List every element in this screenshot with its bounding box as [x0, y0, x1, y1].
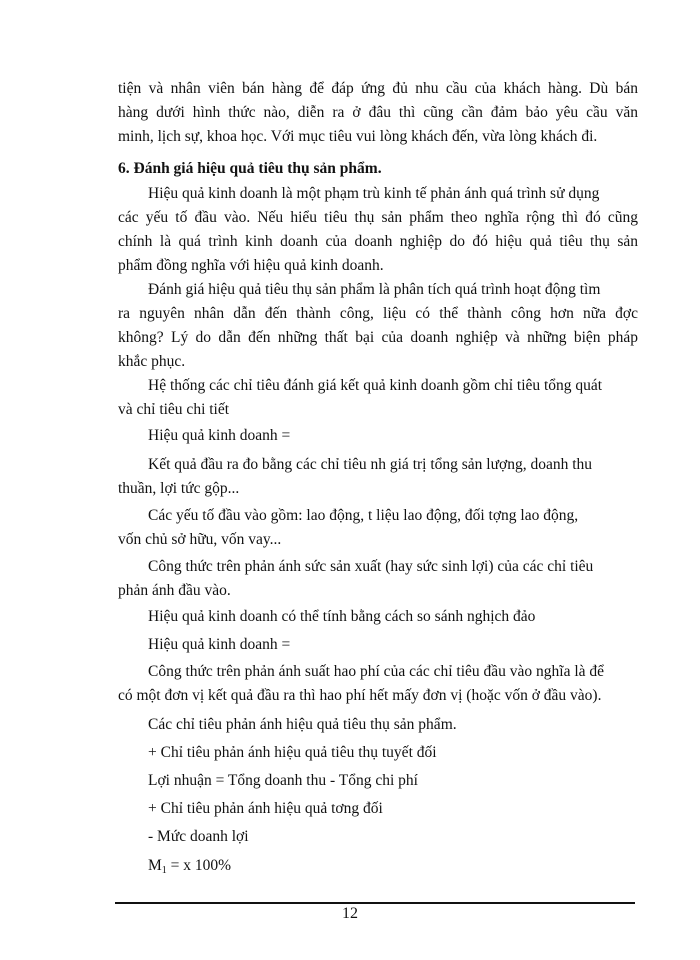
m1-subscript: 1 [161, 865, 167, 876]
para2-line-1: Đánh giá hiệu quả tiêu thụ sản phẩm là phân tích quá trình hoạt động tìm [148, 281, 601, 298]
item-3: + Chỉ tiêu phản ánh hiệu quả tơng đối [148, 800, 383, 817]
para8-line-2: có một đơn vị kết quả đầu ra thì hao phí hết mấy đơn vị (hoặc vốn ở đầu vào). [118, 687, 602, 704]
para1-line-4: phẩm đồng nghĩa với hiệu quả kinh doanh. [118, 257, 384, 274]
para2-line-2: ra nguyên nhân dẫn đến thành công, liệu có thể thành công hơn nữa đợc [118, 305, 638, 322]
para6-line-1: Công thức trên phản ánh sức sản xuất (hay sức sinh lợi) của các chỉ tiêu [148, 558, 594, 575]
para1-line-2: các yếu tố đầu vào. Nếu hiểu tiêu thụ sản phẩm theo nghĩa rộng thì đó cũng [118, 209, 638, 226]
m1-rest: = x 100% [166, 857, 232, 874]
para4-line-1: Kết quả đầu ra đo bằng các chỉ tiêu nh giá trị tổng sản lượng, doanh thu [148, 456, 593, 473]
formula-2: Hiệu quả kinh doanh = [148, 636, 291, 653]
para5-line-1: Các yếu tố đầu vào gồm: lao động, t liệu lao động, đối tợng lao động, [148, 507, 579, 524]
para2-line-3: không? Lý do dẫn đến những thất bại của doanh nghiệp và những biện pháp [118, 329, 638, 346]
para8-line-1: Công thức trên phản ánh suất hao phí của các chỉ tiêu đầu vào nghĩa là để [148, 663, 605, 680]
para9: Các chỉ tiêu phản ánh hiệu quả tiêu thụ sản phẩm. [148, 716, 457, 733]
section-heading: 6. Đánh giá hiệu quả tiêu thụ sản phẩm. [118, 160, 382, 177]
page-number: 12 [342, 905, 358, 922]
item-2: Lợi nhuận = Tổng doanh thu - Tổng chi phí [148, 772, 418, 789]
item-1: + Chỉ tiêu phản ánh hiệu quả tiêu thụ tuyết đối [148, 744, 437, 761]
m1-formula [148, 855, 668, 882]
intro-line-3: minh, lịch sự, khoa học. Với mục tiêu vui lòng khách đến, vừa lòng khách đi. [118, 128, 598, 145]
intro-line-2: hàng dưới hình thức nào, diễn ra ở đâu thì cũng cần đảm bảo yêu cầu văn [118, 104, 638, 121]
intro-line-1: tiện và nhân viên bán hàng để đáp ứng đủ nhu cầu của khách hàng. Dù bán [118, 80, 638, 97]
m1-symbol: M [148, 857, 162, 874]
para2-line-4: khắc phục. [118, 353, 186, 370]
para1-line-3: chính là quá trình kinh doanh của doanh nghiệp do đó hiệu quả tiêu thụ sản [118, 233, 638, 250]
formula-1: Hiệu quả kinh doanh = [148, 427, 291, 444]
para1-line-1: Hiệu quả kinh doanh là một phạm trù kinh tế phản ánh quá trình sử dụng [148, 185, 600, 202]
para7: Hiệu quả kinh doanh có thể tính bằng cách so sánh nghịch đảo [148, 608, 536, 625]
para3-line-2: và chỉ tiêu chi tiết [118, 401, 230, 418]
para5-line-2: vốn chủ sở hữu, vốn vay... [118, 531, 282, 548]
para4-line-2: thuần, lợi tức gộp... [118, 480, 240, 497]
item-4: - Mức doanh lợi [148, 828, 249, 845]
para3-line-1: Hệ thống các chỉ tiêu đánh giá kết quả kinh doanh gồm chỉ tiêu tổng quát [148, 377, 603, 394]
para6-line-2: phản ánh đầu vào. [118, 582, 231, 599]
